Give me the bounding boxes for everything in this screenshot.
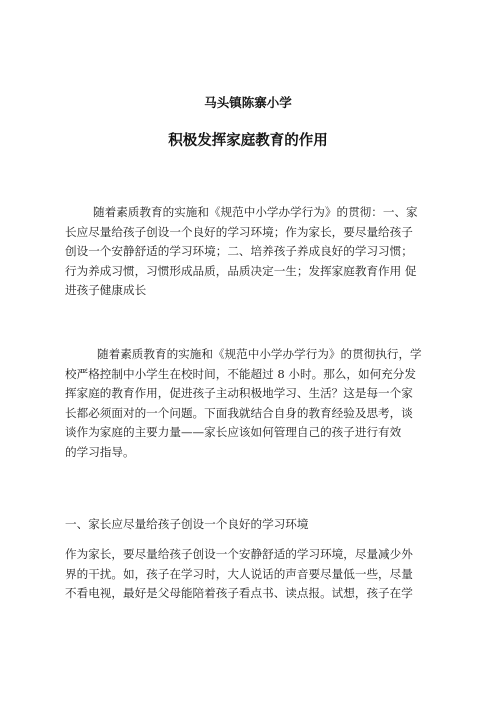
text-line: 行为养成习惯，习惯形成品质，品质决定一生；发挥家庭教育作用 促 — [65, 263, 417, 278]
text-line: 校严格控制中小学生在校时间，不能超过 8 小时。那么，如何充分发 — [65, 366, 416, 381]
text-line: 作为家长，要尽量给孩子创设一个安静舒适的学习环境，尽量减少外 — [65, 547, 413, 561]
document-title: 积极发挥家庭教育的作用 — [168, 132, 328, 149]
text-line: 长应尽量给孩子创设一个良好的学习环境；作为家长，要尽量给孩子 — [65, 224, 413, 239]
text-line: 随着素质教育的实施和《规范中小学办学行为》的贯彻：一、家 — [93, 205, 418, 219]
text-line: 长都必须面对的一个问题。下面我就结合自身的教育经验及思考，谈 — [65, 405, 413, 420]
text-line: 的学习指导。 — [65, 444, 135, 459]
text-line: 界的干扰。如，孩子在学习时，大人说话的声音要尽量低一些，尽量 — [65, 566, 413, 581]
text-line: 创设一个安静舒适的学习环境；二、培养孩子养成良好的学习习惯； — [65, 244, 413, 259]
text-line: 随着素质教育的实施和《规范中小学办学行为》的贯彻执行，学 — [97, 347, 422, 361]
paragraph-intro — [65, 345, 435, 463]
text-line: 挥家庭的教育作用，促进孩子主动积极地学习、生活？这是每一个家 — [65, 386, 413, 401]
text-line: 进孩子健康成长 — [65, 283, 147, 298]
school-name: 马头镇陈寨小学 — [204, 95, 292, 110]
text-line: 谈作为家庭的主要力量——家长应该如何管理自己的孩子进行有效 — [65, 425, 402, 440]
section-heading — [65, 515, 435, 535]
section-heading-text: 一、家长应尽量给孩子创设一个良好的学习环境 — [65, 517, 309, 531]
paragraph-environment — [65, 545, 435, 604]
text-line: 不看电视，最好是父母能陪着孩子看点书、读点报。试想，孩子在学 — [65, 586, 413, 601]
paragraph-summary — [65, 203, 435, 301]
